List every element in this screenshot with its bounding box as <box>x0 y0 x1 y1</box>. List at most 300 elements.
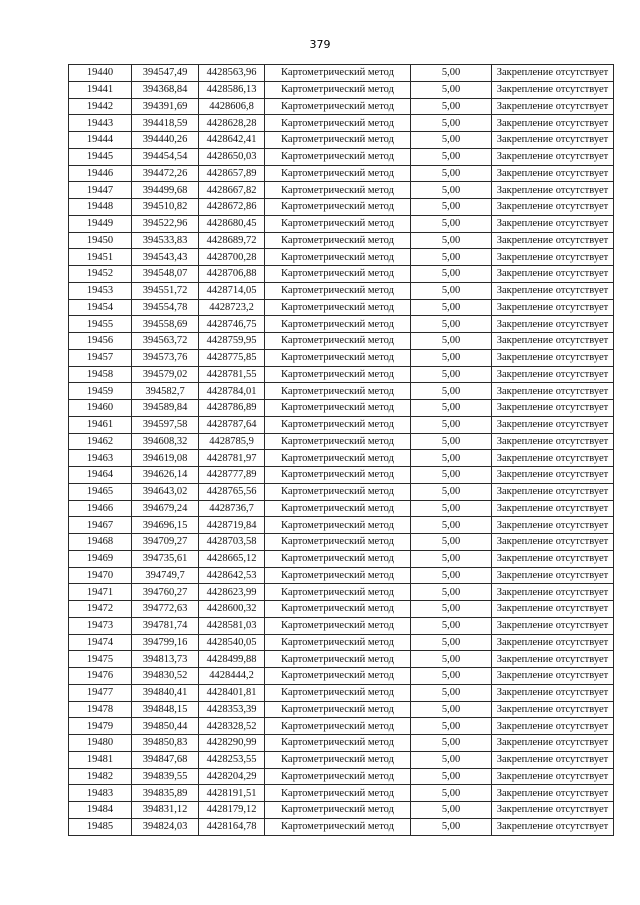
accuracy-cell: 5,00 <box>411 584 492 601</box>
x-coordinate-cell: 394679,24 <box>132 500 199 517</box>
y-coordinate-cell: 4428689,72 <box>199 232 265 249</box>
accuracy-cell: 5,00 <box>411 199 492 216</box>
method-cell: Картометрический метод <box>265 802 411 819</box>
table-row <box>69 333 614 350</box>
table-row <box>69 500 614 517</box>
point-number-cell: 19475 <box>69 651 132 668</box>
fixing-cell: Закрепление отсутствует <box>492 383 614 400</box>
method-cell: Картометрический метод <box>265 785 411 802</box>
x-coordinate-cell: 394522,96 <box>132 215 199 232</box>
y-coordinate-cell: 4428765,56 <box>199 483 265 500</box>
accuracy-cell: 5,00 <box>411 232 492 249</box>
accuracy-cell: 5,00 <box>411 333 492 350</box>
table-row <box>69 601 614 618</box>
table-row <box>69 232 614 249</box>
table-row <box>69 132 614 149</box>
x-coordinate-cell: 394749,7 <box>132 567 199 584</box>
y-coordinate-cell: 4428786,89 <box>199 400 265 417</box>
y-coordinate-cell: 4428746,75 <box>199 316 265 333</box>
accuracy-cell: 5,00 <box>411 215 492 232</box>
point-number-cell: 19483 <box>69 785 132 802</box>
fixing-cell: Закрепление отсутствует <box>492 249 614 266</box>
fixing-cell: Закрепление отсутствует <box>492 282 614 299</box>
fixing-cell: Закрепление отсутствует <box>492 450 614 467</box>
table-row <box>69 199 614 216</box>
fixing-cell: Закрепление отсутствует <box>492 617 614 634</box>
fixing-cell: Закрепление отсутствует <box>492 333 614 350</box>
method-cell: Картометрический метод <box>265 333 411 350</box>
point-number-cell: 19482 <box>69 768 132 785</box>
x-coordinate-cell: 394440,26 <box>132 132 199 149</box>
method-cell: Картометрический метод <box>265 132 411 149</box>
fixing-cell: Закрепление отсутствует <box>492 467 614 484</box>
table-row <box>69 81 614 98</box>
accuracy-cell: 5,00 <box>411 383 492 400</box>
y-coordinate-cell: 4428600,32 <box>199 601 265 618</box>
fixing-cell: Закрепление отсутствует <box>492 316 614 333</box>
y-coordinate-cell: 4428785,9 <box>199 433 265 450</box>
x-coordinate-cell: 394709,27 <box>132 534 199 551</box>
table-row <box>69 366 614 383</box>
x-coordinate-cell: 394848,15 <box>132 701 199 718</box>
x-coordinate-cell: 394850,44 <box>132 718 199 735</box>
method-cell: Картометрический метод <box>265 550 411 567</box>
point-number-cell: 19446 <box>69 165 132 182</box>
y-coordinate-cell: 4428581,03 <box>199 617 265 634</box>
method-cell: Картометрический метод <box>265 400 411 417</box>
fixing-cell: Закрепление отсутствует <box>492 768 614 785</box>
point-number-cell: 19454 <box>69 299 132 316</box>
x-coordinate-cell: 394579,02 <box>132 366 199 383</box>
fixing-cell: Закрепление отсутствует <box>492 785 614 802</box>
y-coordinate-cell: 4428657,89 <box>199 165 265 182</box>
point-number-cell: 19478 <box>69 701 132 718</box>
x-coordinate-cell: 394608,32 <box>132 433 199 450</box>
method-cell: Картометрический метод <box>265 98 411 115</box>
fixing-cell: Закрепление отсутствует <box>492 483 614 500</box>
accuracy-cell: 5,00 <box>411 651 492 668</box>
fixing-cell: Закрепление отсутствует <box>492 299 614 316</box>
x-coordinate-cell: 394597,58 <box>132 416 199 433</box>
point-number-cell: 19457 <box>69 349 132 366</box>
method-cell: Картометрический метод <box>265 768 411 785</box>
x-coordinate-cell: 394573,76 <box>132 349 199 366</box>
x-coordinate-cell: 394824,03 <box>132 818 199 835</box>
x-coordinate-cell: 394831,12 <box>132 802 199 819</box>
y-coordinate-cell: 4428759,95 <box>199 333 265 350</box>
y-coordinate-cell: 4428606,8 <box>199 98 265 115</box>
y-coordinate-cell: 4428328,52 <box>199 718 265 735</box>
x-coordinate-cell: 394799,16 <box>132 634 199 651</box>
accuracy-cell: 5,00 <box>411 349 492 366</box>
fixing-cell: Закрепление отсутствует <box>492 550 614 567</box>
fixing-cell: Закрепление отсутствует <box>492 701 614 718</box>
x-coordinate-cell: 394418,59 <box>132 115 199 132</box>
fixing-cell: Закрепление отсутствует <box>492 634 614 651</box>
x-coordinate-cell: 394551,72 <box>132 282 199 299</box>
accuracy-cell: 5,00 <box>411 718 492 735</box>
method-cell: Картометрический метод <box>265 249 411 266</box>
method-cell: Картометрический метод <box>265 215 411 232</box>
accuracy-cell: 5,00 <box>411 785 492 802</box>
accuracy-cell: 5,00 <box>411 802 492 819</box>
table-body <box>69 65 614 836</box>
x-coordinate-cell: 394840,41 <box>132 684 199 701</box>
method-cell: Картометрический метод <box>265 165 411 182</box>
table-row <box>69 416 614 433</box>
method-cell: Картометрический метод <box>265 483 411 500</box>
accuracy-cell: 5,00 <box>411 316 492 333</box>
table-row <box>69 483 614 500</box>
fixing-cell: Закрепление отсутствует <box>492 651 614 668</box>
x-coordinate-cell: 394543,43 <box>132 249 199 266</box>
method-cell: Картометрический метод <box>265 282 411 299</box>
y-coordinate-cell: 4428784,01 <box>199 383 265 400</box>
table-row <box>69 651 614 668</box>
point-number-cell: 19472 <box>69 601 132 618</box>
accuracy-cell: 5,00 <box>411 249 492 266</box>
point-number-cell: 19458 <box>69 366 132 383</box>
y-coordinate-cell: 4428777,89 <box>199 467 265 484</box>
fixing-cell: Закрепление отсутствует <box>492 132 614 149</box>
y-coordinate-cell: 4428781,55 <box>199 366 265 383</box>
x-coordinate-cell: 394781,74 <box>132 617 199 634</box>
method-cell: Картометрический метод <box>265 718 411 735</box>
fixing-cell: Закрепление отсутствует <box>492 65 614 82</box>
accuracy-cell: 5,00 <box>411 115 492 132</box>
table-row <box>69 383 614 400</box>
method-cell: Картометрический метод <box>265 500 411 517</box>
accuracy-cell: 5,00 <box>411 818 492 835</box>
fixing-cell: Закрепление отсутствует <box>492 601 614 618</box>
accuracy-cell: 5,00 <box>411 550 492 567</box>
accuracy-cell: 5,00 <box>411 735 492 752</box>
point-number-cell: 19469 <box>69 550 132 567</box>
x-coordinate-cell: 394847,68 <box>132 751 199 768</box>
accuracy-cell: 5,00 <box>411 450 492 467</box>
point-number-cell: 19471 <box>69 584 132 601</box>
fixing-cell: Закрепление отсутствует <box>492 802 614 819</box>
fixing-cell: Закрепление отсутствует <box>492 534 614 551</box>
page-number: 379 <box>309 38 331 51</box>
table-row <box>69 735 614 752</box>
table-row <box>69 349 614 366</box>
point-number-cell: 19449 <box>69 215 132 232</box>
y-coordinate-cell: 4428204,29 <box>199 768 265 785</box>
x-coordinate-cell: 394499,68 <box>132 182 199 199</box>
x-coordinate-cell: 394830,52 <box>132 668 199 685</box>
coordinates-table <box>68 64 614 836</box>
method-cell: Картометрический метод <box>265 601 411 618</box>
method-cell: Картометрический метод <box>265 567 411 584</box>
point-number-cell: 19470 <box>69 567 132 584</box>
accuracy-cell: 5,00 <box>411 701 492 718</box>
fixing-cell: Закрепление отсутствует <box>492 81 614 98</box>
method-cell: Картометрический метод <box>265 349 411 366</box>
fixing-cell: Закрепление отсутствует <box>492 751 614 768</box>
table-row <box>69 785 614 802</box>
method-cell: Картометрический метод <box>265 467 411 484</box>
accuracy-cell: 5,00 <box>411 751 492 768</box>
point-number-cell: 19441 <box>69 81 132 98</box>
y-coordinate-cell: 4428642,41 <box>199 132 265 149</box>
y-coordinate-cell: 4428781,97 <box>199 450 265 467</box>
y-coordinate-cell: 4428623,99 <box>199 584 265 601</box>
accuracy-cell: 5,00 <box>411 433 492 450</box>
table-row <box>69 215 614 232</box>
accuracy-cell: 5,00 <box>411 299 492 316</box>
y-coordinate-cell: 4428191,51 <box>199 785 265 802</box>
y-coordinate-cell: 4428672,86 <box>199 199 265 216</box>
x-coordinate-cell: 394548,07 <box>132 266 199 283</box>
y-coordinate-cell: 4428499,88 <box>199 651 265 668</box>
x-coordinate-cell: 394835,89 <box>132 785 199 802</box>
accuracy-cell: 5,00 <box>411 467 492 484</box>
accuracy-cell: 5,00 <box>411 534 492 551</box>
x-coordinate-cell: 394510,82 <box>132 199 199 216</box>
table-row <box>69 400 614 417</box>
table-row <box>69 768 614 785</box>
method-cell: Картометрический метод <box>265 316 411 333</box>
y-coordinate-cell: 4428680,45 <box>199 215 265 232</box>
accuracy-cell: 5,00 <box>411 366 492 383</box>
method-cell: Картометрический метод <box>265 182 411 199</box>
method-cell: Картометрический метод <box>265 366 411 383</box>
fixing-cell: Закрепление отсутствует <box>492 735 614 752</box>
y-coordinate-cell: 4428444,2 <box>199 668 265 685</box>
table-row <box>69 534 614 551</box>
method-cell: Картометрический метод <box>265 701 411 718</box>
point-number-cell: 19440 <box>69 65 132 82</box>
accuracy-cell: 5,00 <box>411 400 492 417</box>
method-cell: Картометрический метод <box>265 199 411 216</box>
y-coordinate-cell: 4428353,39 <box>199 701 265 718</box>
x-coordinate-cell: 394563,72 <box>132 333 199 350</box>
table-row <box>69 701 614 718</box>
point-number-cell: 19484 <box>69 802 132 819</box>
x-coordinate-cell: 394391,69 <box>132 98 199 115</box>
point-number-cell: 19481 <box>69 751 132 768</box>
method-cell: Картометрический метод <box>265 668 411 685</box>
method-cell: Картометрический метод <box>265 617 411 634</box>
table-row <box>69 249 614 266</box>
accuracy-cell: 5,00 <box>411 768 492 785</box>
method-cell: Картометрический метод <box>265 115 411 132</box>
point-number-cell: 19451 <box>69 249 132 266</box>
x-coordinate-cell: 394643,02 <box>132 483 199 500</box>
x-coordinate-cell: 394772,63 <box>132 601 199 618</box>
x-coordinate-cell: 394760,27 <box>132 584 199 601</box>
y-coordinate-cell: 4428714,05 <box>199 282 265 299</box>
point-number-cell: 19476 <box>69 668 132 685</box>
table-row <box>69 299 614 316</box>
accuracy-cell: 5,00 <box>411 98 492 115</box>
point-number-cell: 19466 <box>69 500 132 517</box>
point-number-cell: 19444 <box>69 132 132 149</box>
point-number-cell: 19464 <box>69 467 132 484</box>
fixing-cell: Закрепление отсутствует <box>492 416 614 433</box>
point-number-cell: 19456 <box>69 333 132 350</box>
table-row <box>69 567 614 584</box>
fixing-cell: Закрепление отсутствует <box>492 433 614 450</box>
y-coordinate-cell: 4428563,96 <box>199 65 265 82</box>
accuracy-cell: 5,00 <box>411 182 492 199</box>
accuracy-cell: 5,00 <box>411 266 492 283</box>
method-cell: Картометрический метод <box>265 232 411 249</box>
x-coordinate-cell: 394533,83 <box>132 232 199 249</box>
y-coordinate-cell: 4428775,85 <box>199 349 265 366</box>
table-row <box>69 165 614 182</box>
accuracy-cell: 5,00 <box>411 148 492 165</box>
accuracy-cell: 5,00 <box>411 165 492 182</box>
table-row <box>69 433 614 450</box>
fixing-cell: Закрепление отсутствует <box>492 818 614 835</box>
y-coordinate-cell: 4428586,13 <box>199 81 265 98</box>
point-number-cell: 19459 <box>69 383 132 400</box>
method-cell: Картометрический метод <box>265 818 411 835</box>
fixing-cell: Закрепление отсутствует <box>492 115 614 132</box>
point-number-cell: 19474 <box>69 634 132 651</box>
fixing-cell: Закрепление отсутствует <box>492 400 614 417</box>
table-row <box>69 148 614 165</box>
table-row <box>69 282 614 299</box>
table-row <box>69 182 614 199</box>
method-cell: Картометрический метод <box>265 634 411 651</box>
table-row <box>69 450 614 467</box>
method-cell: Картометрический метод <box>265 735 411 752</box>
table-row <box>69 584 614 601</box>
fixing-cell: Закрепление отсутствует <box>492 500 614 517</box>
point-number-cell: 19473 <box>69 617 132 634</box>
accuracy-cell: 5,00 <box>411 81 492 98</box>
accuracy-cell: 5,00 <box>411 517 492 534</box>
point-number-cell: 19485 <box>69 818 132 835</box>
y-coordinate-cell: 4428665,12 <box>199 550 265 567</box>
point-number-cell: 19450 <box>69 232 132 249</box>
x-coordinate-cell: 394368,84 <box>132 81 199 98</box>
point-number-cell: 19465 <box>69 483 132 500</box>
fixing-cell: Закрепление отсутствует <box>492 199 614 216</box>
method-cell: Картометрический метод <box>265 517 411 534</box>
y-coordinate-cell: 4428667,82 <box>199 182 265 199</box>
x-coordinate-cell: 394554,78 <box>132 299 199 316</box>
x-coordinate-cell: 394558,69 <box>132 316 199 333</box>
accuracy-cell: 5,00 <box>411 668 492 685</box>
accuracy-cell: 5,00 <box>411 684 492 701</box>
y-coordinate-cell: 4428179,12 <box>199 802 265 819</box>
fixing-cell: Закрепление отсутствует <box>492 266 614 283</box>
point-number-cell: 19448 <box>69 199 132 216</box>
table-row <box>69 802 614 819</box>
fixing-cell: Закрепление отсутствует <box>492 584 614 601</box>
point-number-cell: 19462 <box>69 433 132 450</box>
y-coordinate-cell: 4428736,7 <box>199 500 265 517</box>
table-row <box>69 668 614 685</box>
table-row <box>69 517 614 534</box>
fixing-cell: Закрепление отсутствует <box>492 98 614 115</box>
point-number-cell: 19447 <box>69 182 132 199</box>
point-number-cell: 19455 <box>69 316 132 333</box>
point-number-cell: 19445 <box>69 148 132 165</box>
accuracy-cell: 5,00 <box>411 601 492 618</box>
table-row <box>69 266 614 283</box>
table-row <box>69 115 614 132</box>
y-coordinate-cell: 4428719,84 <box>199 517 265 534</box>
y-coordinate-cell: 4428642,53 <box>199 567 265 584</box>
method-cell: Картометрический метод <box>265 534 411 551</box>
fixing-cell: Закрепление отсутствует <box>492 684 614 701</box>
method-cell: Картометрический метод <box>265 266 411 283</box>
y-coordinate-cell: 4428787,64 <box>199 416 265 433</box>
table-row <box>69 316 614 333</box>
accuracy-cell: 5,00 <box>411 617 492 634</box>
fixing-cell: Закрепление отсутствует <box>492 215 614 232</box>
fixing-cell: Закрепление отсутствует <box>492 668 614 685</box>
y-coordinate-cell: 4428401,81 <box>199 684 265 701</box>
method-cell: Картометрический метод <box>265 433 411 450</box>
fixing-cell: Закрепление отсутствует <box>492 349 614 366</box>
method-cell: Картометрический метод <box>265 450 411 467</box>
point-number-cell: 19477 <box>69 684 132 701</box>
x-coordinate-cell: 394839,55 <box>132 768 199 785</box>
table-row <box>69 818 614 835</box>
x-coordinate-cell: 394472,26 <box>132 165 199 182</box>
method-cell: Картометрический метод <box>265 416 411 433</box>
table-row <box>69 634 614 651</box>
y-coordinate-cell: 4428540,05 <box>199 634 265 651</box>
table-row <box>69 467 614 484</box>
point-number-cell: 19460 <box>69 400 132 417</box>
x-coordinate-cell: 394547,49 <box>132 65 199 82</box>
point-number-cell: 19442 <box>69 98 132 115</box>
y-coordinate-cell: 4428700,28 <box>199 249 265 266</box>
y-coordinate-cell: 4428650,03 <box>199 148 265 165</box>
method-cell: Картометрический метод <box>265 81 411 98</box>
point-number-cell: 19452 <box>69 266 132 283</box>
x-coordinate-cell: 394619,08 <box>132 450 199 467</box>
fixing-cell: Закрепление отсутствует <box>492 182 614 199</box>
fixing-cell: Закрепление отсутствует <box>492 165 614 182</box>
fixing-cell: Закрепление отсутствует <box>492 232 614 249</box>
y-coordinate-cell: 4428703,58 <box>199 534 265 551</box>
point-number-cell: 19479 <box>69 718 132 735</box>
x-coordinate-cell: 394696,15 <box>132 517 199 534</box>
x-coordinate-cell: 394454,54 <box>132 148 199 165</box>
x-coordinate-cell: 394582,7 <box>132 383 199 400</box>
accuracy-cell: 5,00 <box>411 65 492 82</box>
point-number-cell: 19468 <box>69 534 132 551</box>
x-coordinate-cell: 394735,61 <box>132 550 199 567</box>
y-coordinate-cell: 4428290,99 <box>199 735 265 752</box>
y-coordinate-cell: 4428164,78 <box>199 818 265 835</box>
x-coordinate-cell: 394589,84 <box>132 400 199 417</box>
method-cell: Картометрический метод <box>265 65 411 82</box>
fixing-cell: Закрепление отсутствует <box>492 148 614 165</box>
accuracy-cell: 5,00 <box>411 416 492 433</box>
table-row <box>69 684 614 701</box>
method-cell: Картометрический метод <box>265 684 411 701</box>
table-row <box>69 751 614 768</box>
y-coordinate-cell: 4428628,28 <box>199 115 265 132</box>
table-row <box>69 718 614 735</box>
x-coordinate-cell: 394626,14 <box>132 467 199 484</box>
point-number-cell: 19453 <box>69 282 132 299</box>
point-number-cell: 19467 <box>69 517 132 534</box>
accuracy-cell: 5,00 <box>411 567 492 584</box>
fixing-cell: Закрепление отсутствует <box>492 366 614 383</box>
point-number-cell: 19463 <box>69 450 132 467</box>
point-number-cell: 19461 <box>69 416 132 433</box>
